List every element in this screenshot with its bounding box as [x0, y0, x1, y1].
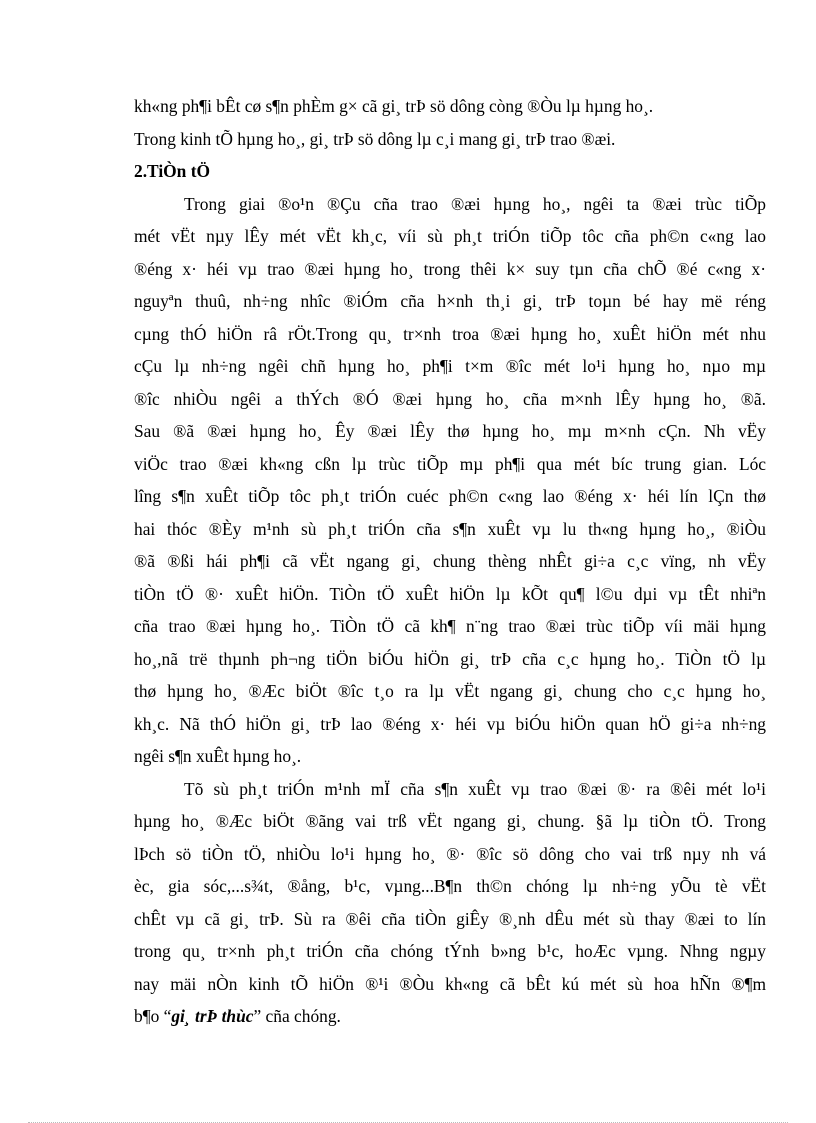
last-line-before: b¶o “ [134, 1006, 172, 1026]
text-line: ®éng x· héi vµ trao ®æi hµng ho¸ trong thêi k× suy tµn cña chÕ ®é c«ng x· [134, 258, 766, 279]
emphasis-text: gi¸ trÞ thùc [171, 1006, 254, 1026]
text-line: ®îc nhiÒu ngêi a thÝch ®Ó ®æi hµng ho¸ cña m×nh lÊy hµng ho¸ ®ã. [134, 388, 766, 409]
text-line: chÊt vµ cã gi¸ trÞ. Sù ra ®êi cña tiÒn giÊy ®¸nh dÊu mét sù thay ®æi to lín [134, 908, 766, 929]
text-line: Trong giai ®o¹n ®Çu cña trao ®æi hµng ho¸, ngêi ta ®æi trùc tiÕp [184, 193, 766, 214]
text-line: viÖc trao ®æi kh«ng cßn lµ trùc tiÕp mµ ph¶i qua mét bíc trung gian. Lóc [134, 453, 766, 474]
text-line: cµng thÓ hiÖn râ rÖt.Trong qu¸ tr×nh troa ®æi hµng ho¸ xuÊt hiÖn mét nhu [134, 323, 766, 344]
section-heading: 2.TiÒn tÖ [134, 161, 211, 181]
text-line: hµng ho¸ ®Æc biÖt ®ãng vai trß vËt ngang gi¸ chung. §ã lµ tiÒn tÖ. Trong [134, 811, 766, 831]
text-line: Trong kinh tÕ hµng ho¸, gi¸ trÞ sö dông lµ c¸i mang gi¸ trÞ trao ®æi. [134, 128, 616, 149]
body-text [134, 90, 766, 1000]
text-line: cÇu lµ nh÷ng ngêi chñ hµng ho¸ ph¶i t×m ®îc mét lo¹i hµng ho¸ nµo mµ [134, 356, 766, 376]
text-line: nguyªn thuû, nh÷ng nhîc ®iÓm cña h×nh th¸i gi¸ trÞ toµn bé hay më réng [134, 291, 766, 311]
text-line: hai thóc ®Èy m¹nh sù ph¸t triÓn cña s¶n xuÊt vµ lu th«ng hµng ho¸, ®iÒu [134, 518, 766, 539]
text-line: ®ã ®ßi hái ph¶i cã vËt ngang gi¸ chung thèng nhÊt gi÷a c¸c vïng, nh vËy [134, 551, 766, 571]
text-line: Sau ®ã ®æi hµng ho¸ Êy ®æi lÊy thø hµng ho¸ mµ m×nh cÇn. Nh vËy [134, 421, 766, 441]
text-line: lîng s¶n xuÊt tiÕp tôc ph¸t triÓn cuéc ph©n c«ng lao ®éng x· héi lín lÇn thø [134, 486, 766, 506]
text-line: trong qu¸ tr×nh ph¸t triÓn cña chóng tÝnh b»ng b¹c, hoÆc vµng. Nhng ngµy [134, 941, 766, 961]
text-line: ngêi s¶n xuÊt hµng ho¸. [134, 746, 302, 766]
text-line: tiÒn tÖ ®· xuÊt hiÖn. TiÒn tÖ xuÊt hiÖn lµ kÕt qu¶ l©u dµi vµ tÊt nhiªn [134, 583, 766, 604]
text-line: ho¸,nã trë thµnh ph¬ng tiÖn biÓu hiÖn gi¸ trÞ cña c¸c hµng ho¸. TiÒn tÖ lµ [134, 648, 766, 669]
text-line: nay mäi nÒn kinh tÕ hiÖn ®¹i ®Òu kh«ng cã bÊt kú mét sù hoa hÑn ®¶m [134, 973, 766, 994]
text-line: cña trao ®æi hµng ho¸. TiÒn tÖ cã kh¶ n¨ng trao ®æi trùc tiÕp víi mäi hµng [134, 616, 766, 636]
text-line: Tõ sù ph¸t triÓn m¹nh mÏ cña s¶n xuÊt vµ trao ®æi ®· ra ®êi mét lo¹i [184, 778, 766, 799]
text-line: kh«ng ph¶i bÊt cø s¶n phÈm g× cã gi¸ trÞ sö dông còng ®Òu lµ hµng ho¸. [134, 96, 654, 116]
text-line: mét vËt nµy lÊy mét vËt kh¸c, víi sù ph¸t triÓn tiÕp tôc cña ph©n c«ng lao [134, 226, 766, 246]
text-line: kh¸c. Nã thÓ hiÖn gi¸ trÞ lao ®éng x· héi vµ biÓu hiÖn quan hÖ gi÷a nh÷ng [134, 713, 766, 734]
text-line-last [134, 1000, 766, 1033]
text-line: èc, gia sóc,...s¾t, ®ång, b¹c, vµng...B¶n th©n chóng lµ nh÷ng yÕu tè vËt [134, 876, 766, 896]
text-line: lÞch sö tiÒn tÖ, nhiÒu lo¹i hµng ho¸ ®· ®îc sö dông cho vai trß nµy nh vá [134, 843, 766, 864]
last-line-after: ” cña chóng. [253, 1006, 341, 1026]
text-line: thø hµng ho¸ ®Æc biÖt ®îc t¸o ra lµ vËt ngang gi¸ chung cho c¸c hµng ho¸ [134, 681, 766, 701]
